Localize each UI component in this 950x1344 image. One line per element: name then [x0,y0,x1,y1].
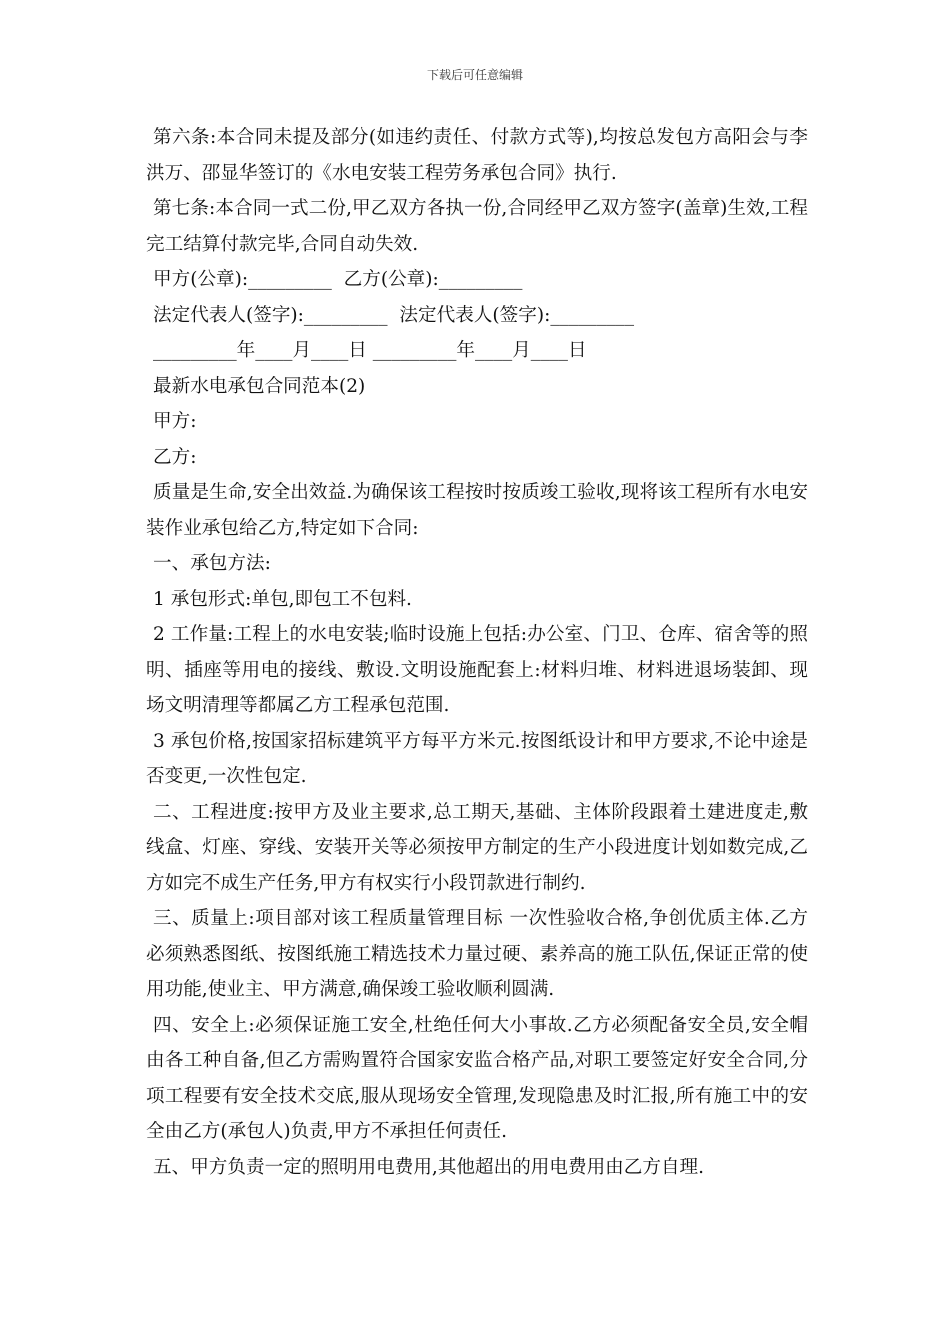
date-line: _________年____月____日 _________年____月____日 [153,340,587,361]
representative-signature-line: 法定代表人(签字):_________ 法定代表人(签字):_________ [153,304,635,326]
party-b-line: 乙方: [153,446,197,468]
clause-seven: 第七条:本合同一式二份,甲乙双方各执一份,合同经甲乙双方签字(盖章)生效,工程完工结算付款完毕,合同自动失效. [146,198,808,255]
document-body [146,120,808,1185]
clause-six: 第六条:本合同未提及部分(如违约责任、付款方式等),均按总发包方高阳会与李洪万、邵显华签订的《水电安装工程劳务承包合同》执行. [146,127,808,184]
clause-progress: 二、工程进度:按甲方及业主要求,总工期天,基础、主体阶段跟着土建进度走,敷线盒、灯座、穿线、安装开关等必须按甲方制定的生产小段进度计划如数完成,乙方如完不成生产任务,甲方有权实行小段罚款进行制约. [146,801,808,894]
party-a-line: 甲方: [153,411,197,432]
item-contract-price: 3 承包价格,按国家招标建筑平方每平方米元.按图纸设计和甲方要求,不论中途是否变更,一次性包定. [146,730,808,787]
clause-electricity-fee: 五、甲方负责一定的照明用电费用,其他超出的用电费用由乙方自理. [153,1156,705,1178]
item-contract-form: 1 承包形式:单包,即包工不包料. [153,588,412,610]
heading-contract-method: 一、承包方法: [153,553,271,574]
item-workload: 2 工作量:工程上的水电安装;临时设施上包括:办公室、门卫、仓库、宿舍等的照明、插座等用电的接线、敷设.文明设施配套上:材料归堆、材料进退场装卸、现场文明清理等都属乙方工程承包范围. [146,624,808,716]
clause-quality: 三、质量上:项目部对该工程质量管理目标 一次性验收合格,争创优质主体.乙方必须熟悉图纸、按图纸施工精选技术力量过硬、素养高的施工队伍,保证正常的使用功能,使业主、甲方满意,确保竣工验收顺利圆满. [146,908,808,1000]
page-header-note: 下载后可任意编辑 [426,68,523,82]
section-title: 最新水电承包合同范本(2) [153,375,366,397]
clause-safety: 四、安全上:必须保证施工安全,杜绝任何大小事故.乙方必须配备安全员,安全帽由各工种自备,但乙方需购置符合国家安监合格产品,对职工要签定好安全合同,分项工程要有安全技术交底,服从现场安全管理,发现隐患及时汇报,所有施工中的安全由乙方(承包人)负责,甲方不承担任何责任. [146,1014,808,1142]
seal-line: 甲方(公章):_________ 乙方(公章):_________ [153,269,523,290]
preamble-paragraph: 质量是生命,安全出效益.为确保该工程按时按质竣工验收,现将该工程所有水电安装作业承包给乙方,特定如下合同: [146,482,808,539]
